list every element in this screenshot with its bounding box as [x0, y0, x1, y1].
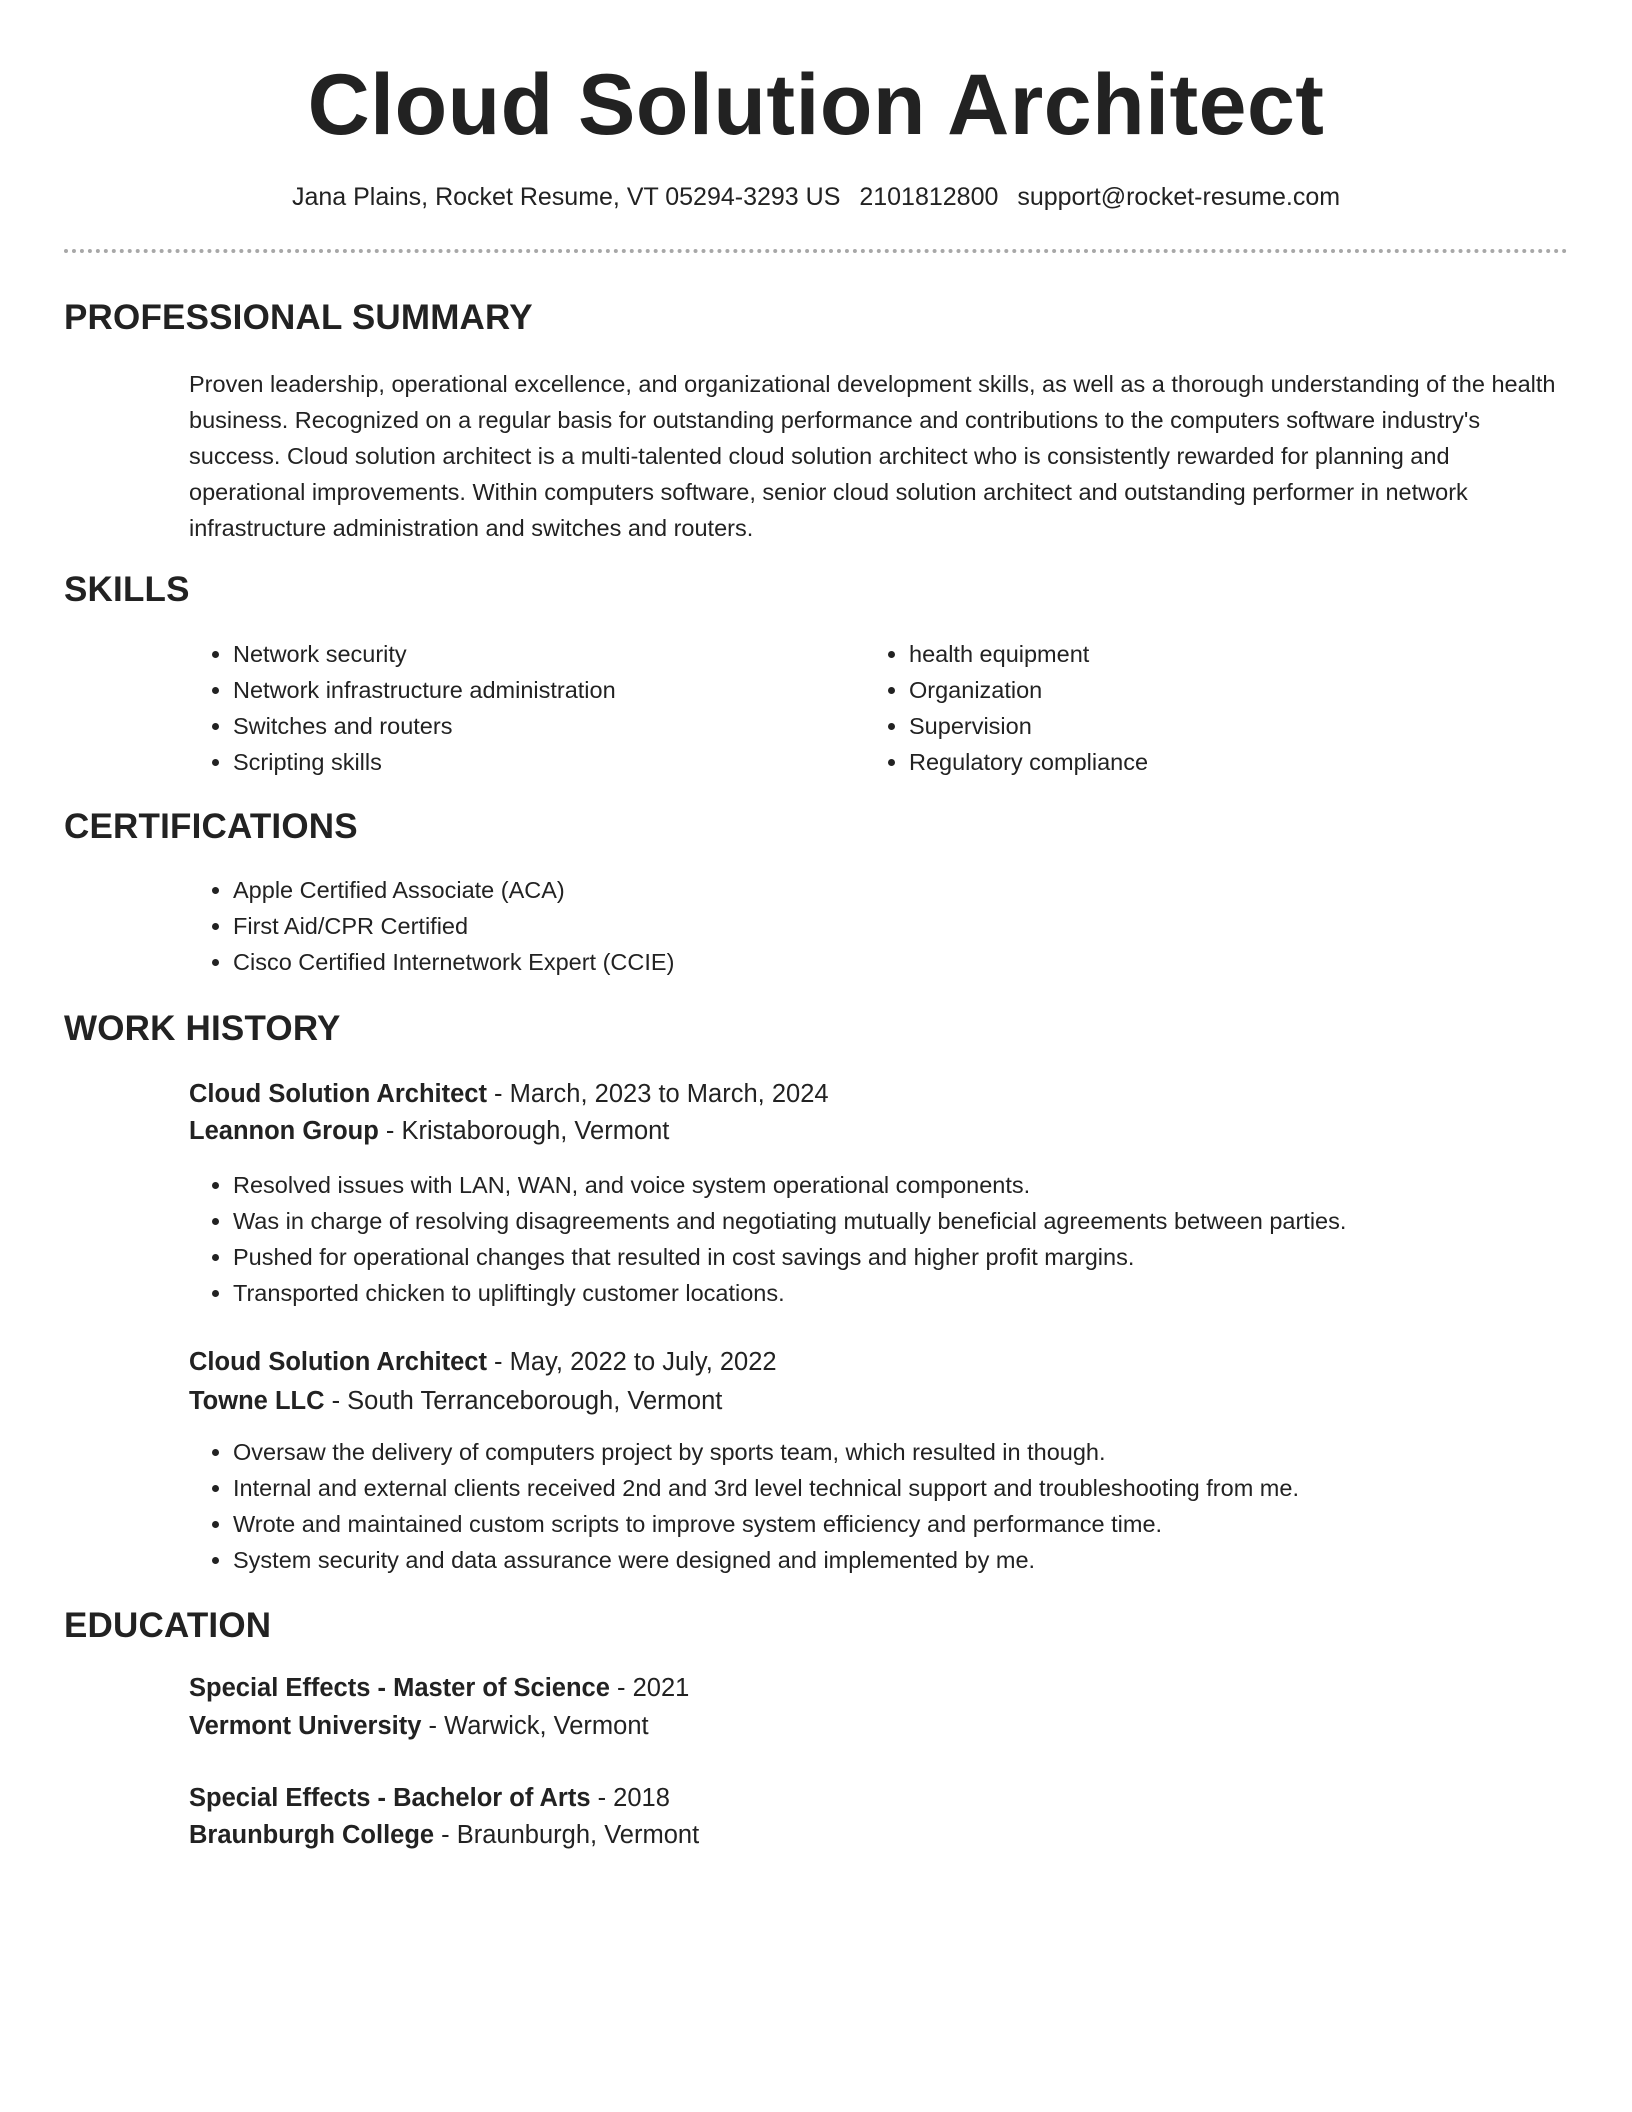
- job-dates: - May, 2022 to July, 2022: [486, 1348, 777, 1376]
- contact-phone: 2101812800: [859, 183, 999, 211]
- school-name: Vermont University: [189, 1712, 422, 1740]
- job-duty: • Oversaw the delivery of computers project by sports team, which resulted in though.: [233, 1434, 1613, 1470]
- certification-item: • Apple Certified Associate (ACA): [233, 872, 1533, 908]
- job-title-line: [189, 1076, 829, 1112]
- job-duties-list: [189, 1434, 1613, 1578]
- section-title-certifications: CERTIFICATIONS: [64, 807, 358, 846]
- job-company: Towne LLC: [189, 1387, 325, 1415]
- skill-item: • Switches and routers: [233, 708, 853, 744]
- job-title-line: [189, 1344, 777, 1380]
- skills-list-right: [865, 636, 1529, 780]
- degree-year: - 2018: [590, 1784, 670, 1812]
- certification-item: • First Aid/CPR Certified: [233, 908, 1533, 944]
- job-duty: • System security and data assurance were designed and implemented by me.: [233, 1542, 1613, 1578]
- degree-line: [189, 1780, 670, 1816]
- job-company: Leannon Group: [189, 1117, 379, 1145]
- degree-name: Special Effects - Master of Science: [189, 1674, 610, 1702]
- job-duty: • Pushed for operational changes that resulted in cost savings and higher profit margins.: [233, 1239, 1613, 1275]
- job-duty: • Resolved issues with LAN, WAN, and voice system operational components.: [233, 1167, 1613, 1203]
- school-line: [189, 1817, 699, 1853]
- degree-year: - 2021: [609, 1674, 690, 1702]
- skill-item: • Organization: [909, 672, 1529, 708]
- school-name: Braunburgh College: [189, 1821, 435, 1849]
- header-divider: [64, 249, 1568, 253]
- skill-item: • Network infrastructure administration: [233, 672, 853, 708]
- summary-text: Proven leadership, operational excellence, and organizational development skills, as well as a thorough understanding of the health business. Recognized on a regular basis for outstanding performance and contributions to the computers software industry's success. Cloud solution architect is a multi-talented cloud solution architect who is consistently rewarded for planning and operational improvements. Within computers software, senior cloud solution architect and outstanding performer in network infrastructure administration and switches and routers.: [189, 371, 1556, 541]
- skill-item: • Supervision: [909, 708, 1529, 744]
- contact-email[interactable]: support@rocket-resume.com: [1017, 183, 1341, 211]
- school-location: - Warwick, Vermont: [421, 1712, 649, 1740]
- section-title-education: EDUCATION: [64, 1606, 272, 1645]
- skill-item: • Regulatory compliance: [909, 744, 1529, 780]
- resume-name: Cloud Solution Architect: [307, 57, 1325, 153]
- job-duty: • Wrote and maintained custom scripts to improve system efficiency and performance time.: [233, 1506, 1613, 1542]
- certification-item: • Cisco Certified Internetwork Expert (CCIE): [233, 944, 1533, 980]
- skills-list-left: [189, 636, 853, 780]
- skill-item: • health equipment: [909, 636, 1529, 672]
- contact-line: [0, 180, 1632, 214]
- school-line: [189, 1708, 649, 1744]
- skill-item: • Network security: [233, 636, 853, 672]
- job-location: - South Terranceborough, Vermont: [324, 1387, 723, 1415]
- job-title: Cloud Solution Architect: [189, 1348, 487, 1376]
- skill-item: • Scripting skills: [233, 744, 853, 780]
- degree-line: [189, 1670, 689, 1706]
- job-company-line: [189, 1383, 722, 1419]
- school-location: - Braunburgh, Vermont: [434, 1821, 700, 1849]
- certifications-list: [189, 872, 1533, 980]
- job-title: Cloud Solution Architect: [189, 1080, 487, 1108]
- job-dates: - March, 2023 to March, 2024: [486, 1080, 829, 1108]
- job-duty: • Was in charge of resolving disagreements and negotiating mutually beneficial agreements between parties.: [233, 1203, 1613, 1239]
- job-location: - Kristaborough, Vermont: [378, 1117, 670, 1145]
- section-title-work-history: WORK HISTORY: [64, 1009, 341, 1048]
- degree-name: Special Effects - Bachelor of Arts: [189, 1784, 591, 1812]
- job-company-line: [189, 1113, 669, 1149]
- job-duty: • Internal and external clients received 2nd and 3rd level technical support and troubleshooting from me.: [233, 1470, 1613, 1506]
- contact-address: Jana Plains, Rocket Resume, VT 05294-3293 US: [291, 183, 841, 211]
- job-duty: • Transported chicken to upliftingly customer locations.: [233, 1275, 1613, 1311]
- section-title-summary: PROFESSIONAL SUMMARY: [64, 298, 533, 337]
- section-title-skills: SKILLS: [64, 570, 190, 609]
- job-duties-list: [189, 1167, 1613, 1311]
